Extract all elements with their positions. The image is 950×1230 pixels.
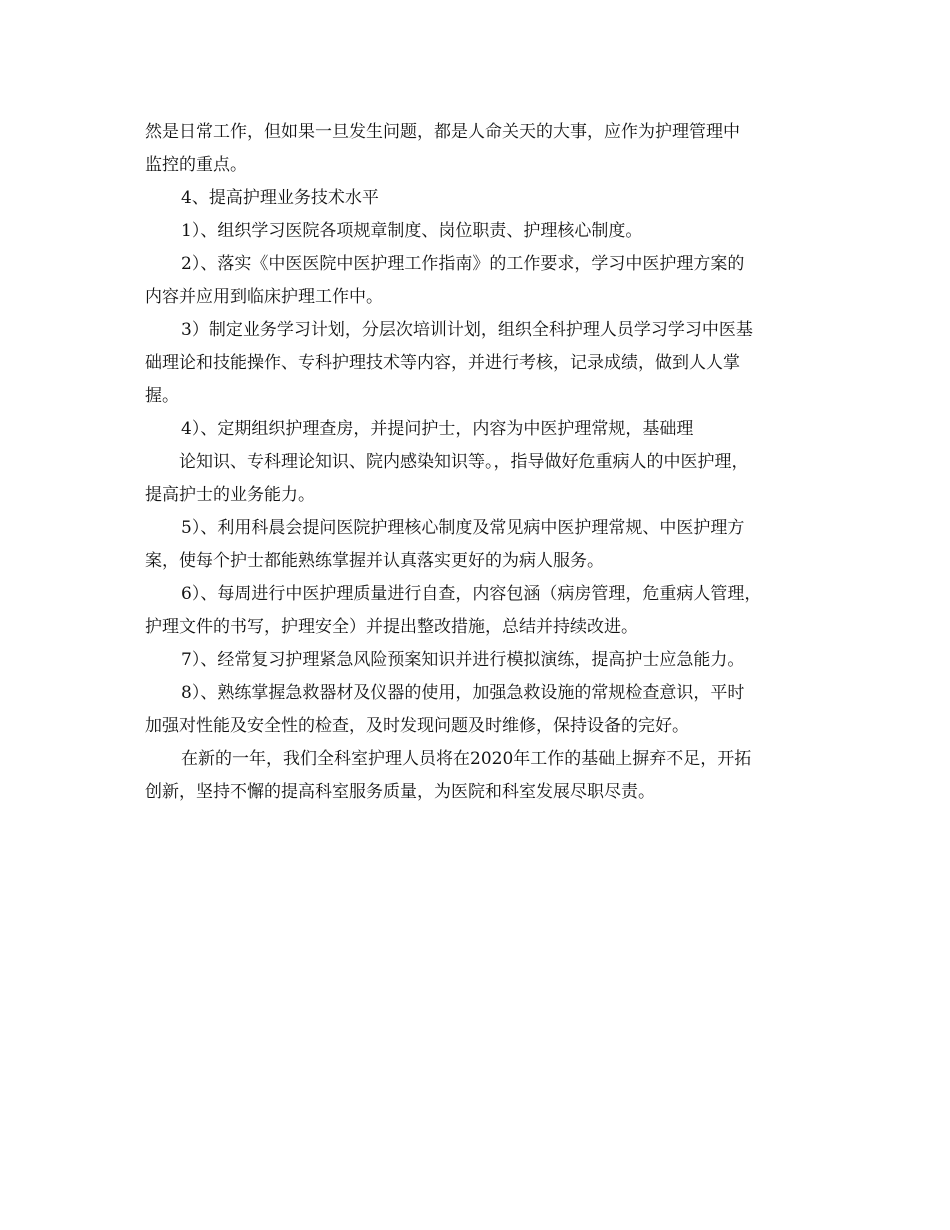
paragraph-line: 然是日常工作，但如果一旦发生问题，都是人命关天的大事，应作为护理管理中 — [145, 122, 740, 142]
paragraph-line: 监控的重点。 — [145, 155, 247, 175]
section-heading: 4、提高护理业务技术水平 — [181, 188, 379, 208]
paragraph-line: 论知识、专科理论知识、院内感染知识等。，指导做好危重病人的中医护理， — [179, 452, 749, 472]
paragraph-line: 提高护士的业务能力。 — [145, 485, 315, 505]
paragraph-line: 在新的一年，我们全科室护理人员将在2020年工作的基础上摒弃不足，开拓 — [181, 749, 752, 769]
paragraph-line: 护理文件的书写，护理安全）并提出整改措施，总结并持续改进。 — [145, 617, 638, 637]
list-item: 5）、利用科晨会提问医院护理核心制度及常见病中医护理常规、中医护理方 — [181, 518, 745, 538]
list-item: 2）、落实《中医医院中医护理工作指南》的工作要求，学习中医护理方案的 — [181, 254, 745, 274]
paragraph-line: 握。 — [145, 386, 179, 406]
paragraph-line: 创新，坚持不懈的提高科室服务质量，为医院和科室发展尽职尽责。 — [145, 782, 655, 802]
list-item: 1）、组织学习医院各项规章制度、岗位职责、护理核心制度。 — [181, 221, 643, 241]
list-item: 3）制定业务学习计划，分层次培训计划，组织全科护理人员学习学习中医基 — [181, 320, 753, 340]
list-item: 4）、定期组织护理查房，并提问护士，内容为中医护理常规，基础理 — [181, 419, 694, 439]
paragraph-line: 内容并应用到临床护理工作中。 — [145, 287, 383, 307]
document-body — [145, 116, 825, 809]
paragraph-line: 案，使每个护士都能熟练掌握并认真落实更好的为病人服务。 — [145, 551, 604, 571]
list-item: 7）、经常复习护理紧急风险预案知识并进行模拟演练，提高护士应急能力。 — [181, 650, 745, 670]
paragraph-line: 础理论和技能操作、专科护理技术等内容，并进行考核，记录成绩，做到人人掌 — [145, 353, 740, 373]
list-item: 6）、每周进行中医护理质量进行自查，内容包涵（病房管理，危重病人管理， — [181, 584, 762, 604]
list-item: 8）、熟练掌握急救器材及仪器的使用，加强急救设施的常规检查意识，平时 — [181, 683, 745, 703]
paragraph-line: 加强对性能及安全性的检查，及时发现问题及时维修，保持设备的完好。 — [145, 716, 689, 736]
